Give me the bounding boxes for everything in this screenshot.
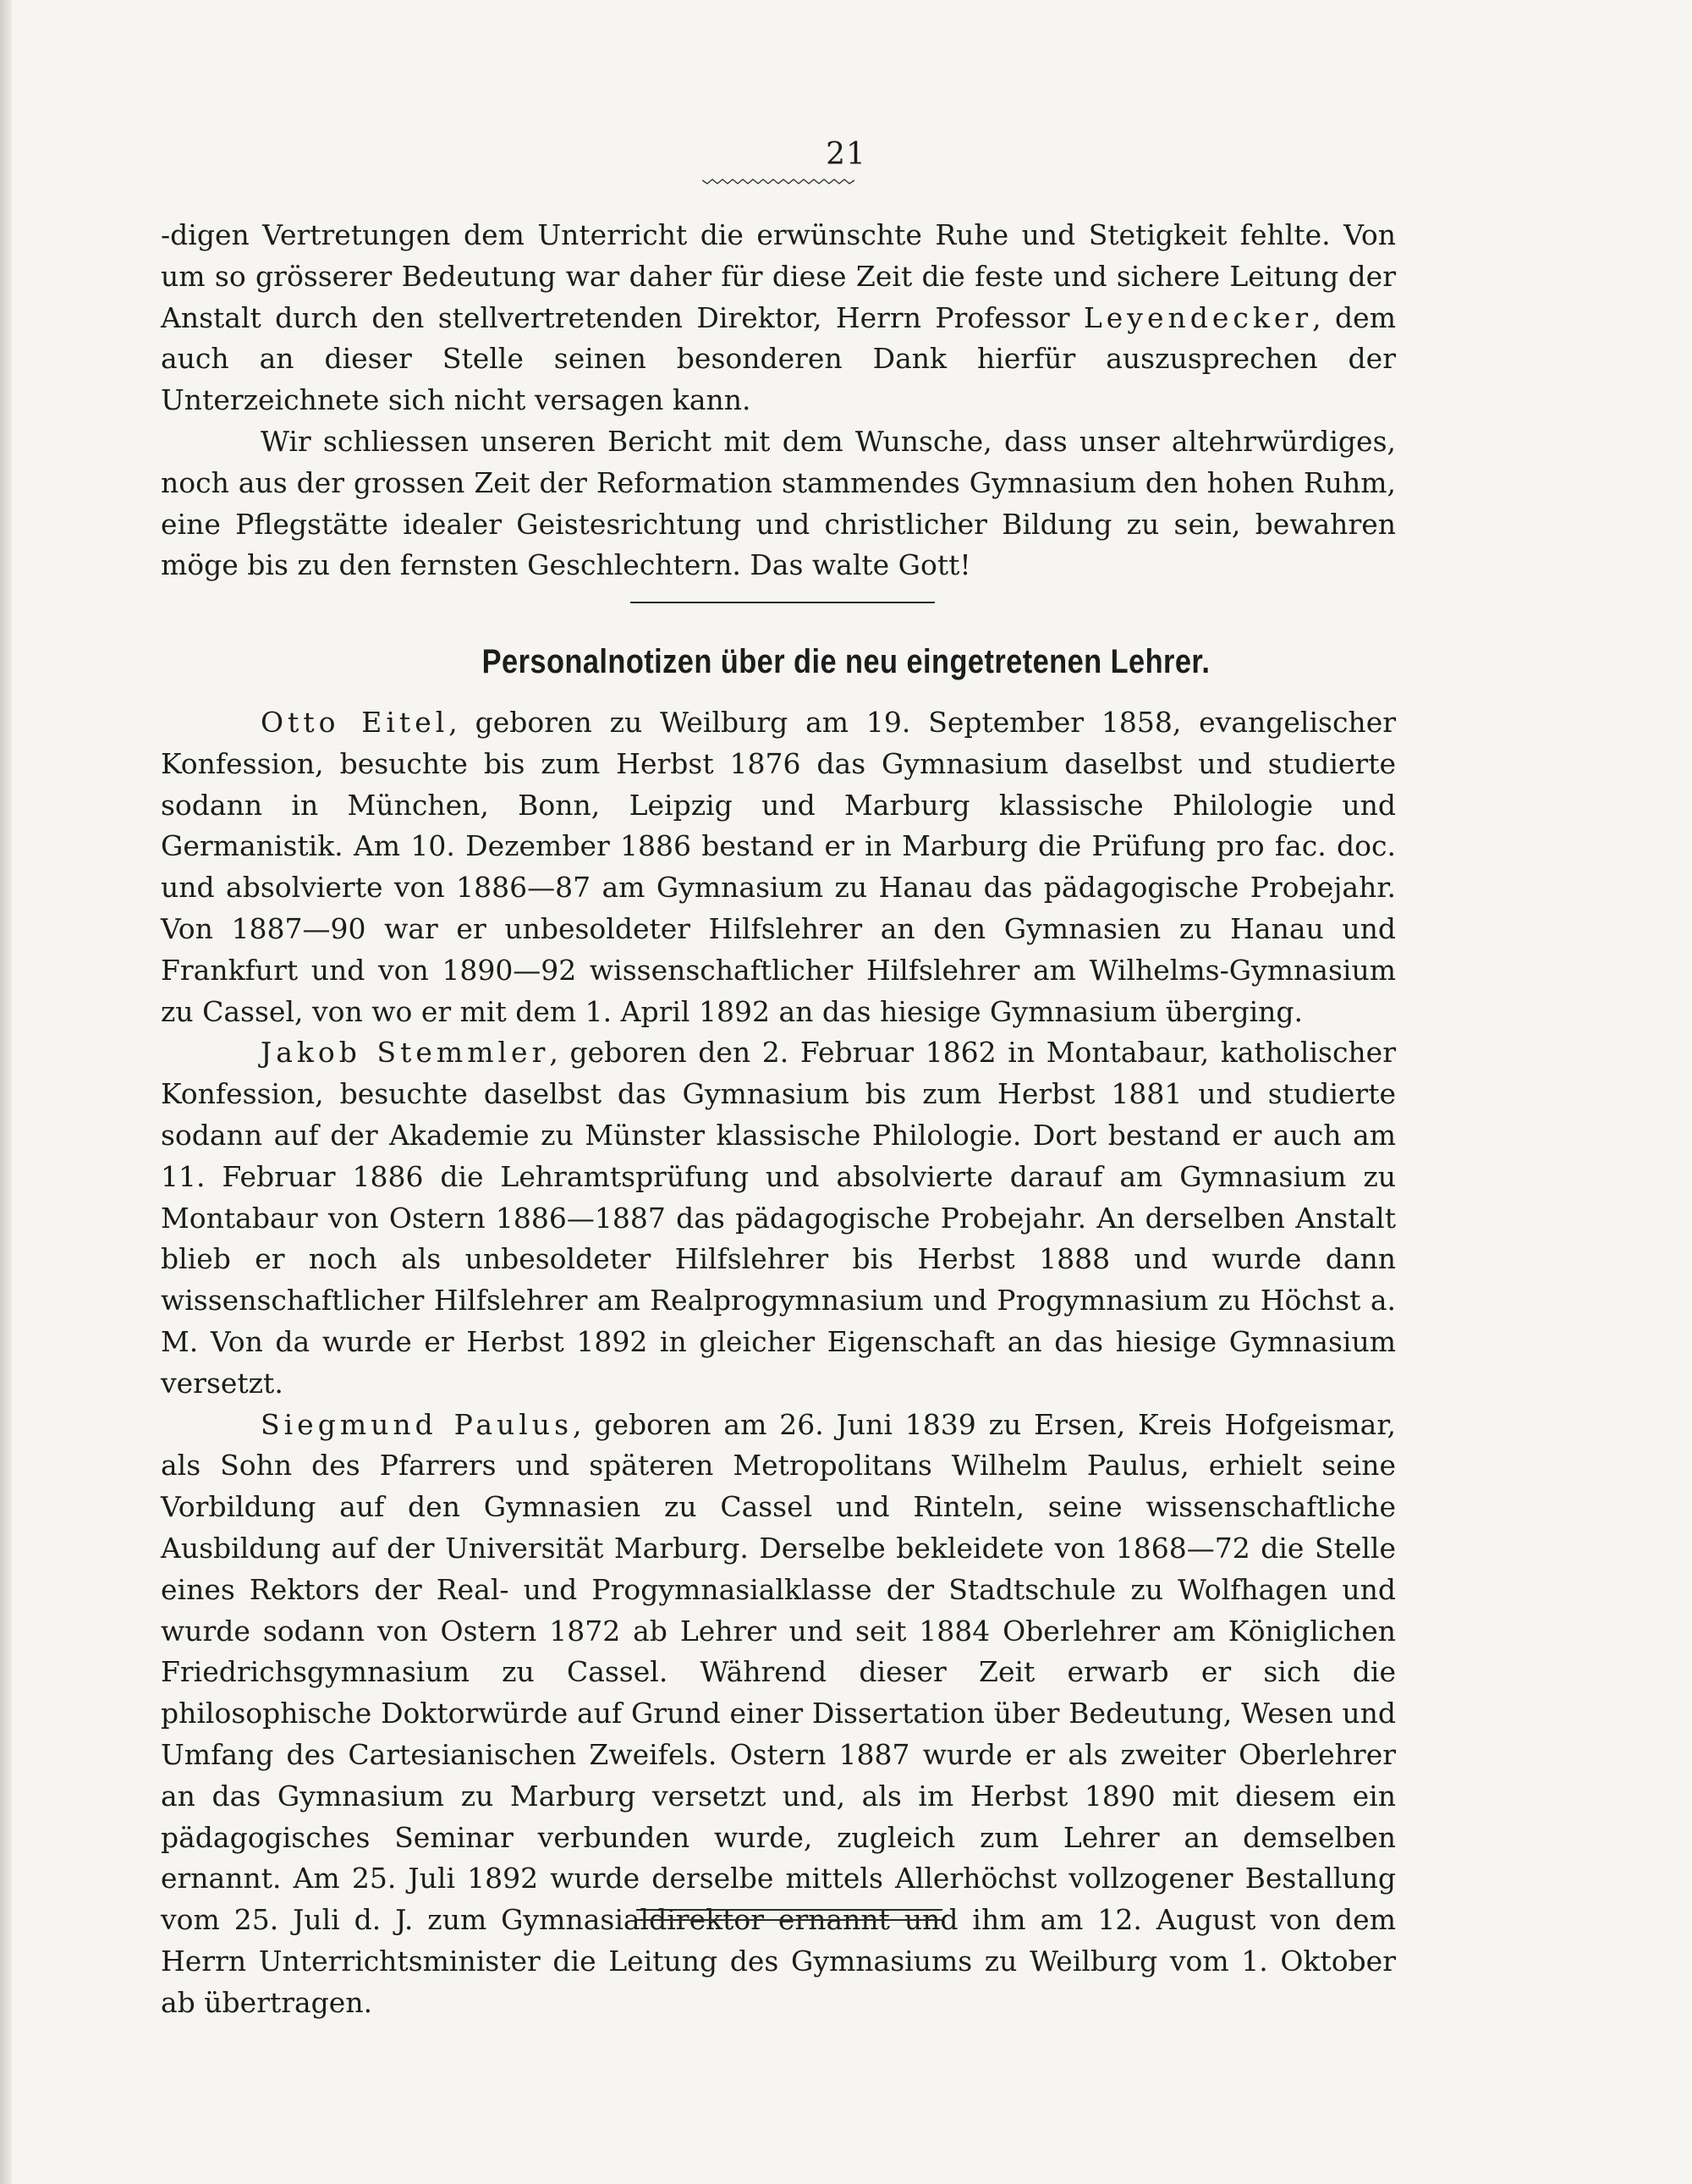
page-edge [0, 0, 12, 2184]
intro-paragraph-1 [161, 215, 1396, 421]
closing-double-rule [636, 1909, 942, 1921]
section-divider [630, 602, 935, 603]
entry-stemmler-name: Jakob Stemmler [261, 1036, 550, 1070]
intro-paragraph-2: Wir schliessen unseren Bericht mit dem Wunsche, dass unser altehrwürdiges, noch aus der grossen Zeit der Reformation stammendes Gymnasium den hohen Ruhm, eine Pflegstätte idealer Geistesrichtung und christlicher Bildung zu sein, bewahren möge bis zu den fernsten Geschlechtern. Das walte Gott! [161, 424, 1396, 582]
intro-paragraph-1-end: , dem auch an dieser Stelle seinen besonderen Dank hierfür auszusprechen der Unterzeichnete sich nicht versagen kann. [161, 300, 1396, 417]
entry-eitel-name: Otto Eitel [261, 706, 449, 739]
intro-text [161, 215, 1396, 586]
section-heading: Personalnotizen über die neu eingetretenen Lehrer. [481, 643, 1211, 680]
entry-eitel-text: , geboren zu Weilburg am 19. September 1858, evangelischer Konfession, besuchte bis zum Herbst 1876 das Gymnasium daselbst und studierte sodann in München, Bonn, Leipzig und Marburg klassische Philologie und Germanistik. Am 10. Dezember 1886 bestand er in Marburg die Prüfung pro fac. doc. und absolvierte von 1886—87 am Gymnasium zu Hanau das pädagogische Probejahr. Von 1887—90 war er unbesoldeter Hilfslehrer an den Gymnasien zu Hanau und Frankfurt und von 1890—92 wissenschaftlicher Hilfslehrer am Wilhelms-Gymnasium zu Cassel, von wo er mit dem 1. April 1892 an das hiesige Gymnasium überging. [161, 706, 1396, 1028]
personal-notes [161, 702, 1396, 2024]
entry-paulus-name: Siegmund Paulus [261, 1407, 573, 1441]
page-number: 21 [826, 137, 866, 172]
entry-stemmler-text: , geboren den 2. Februar 1862 in Montabaur, katholischer Konfession, besuchte daselbst das Gymnasium bis zum Herbst 1881 und studierte sodann auf der Akademie zu Münster klassische Philologie. Dort bestand er auch am 11. Februar 1886 die Lehramtsprüfung und absolvierte darauf am Gymnasium zu Montabaur von Ostern 1886—1887 das pädagogische Probejahr. An derselben Anstalt blieb er noch als unbesoldeter Hilfslehrer bis Herbst 1888 und wurde dann wissenschaftlicher Hilfslehrer am Realprogymnasium und Progymnasium zu Höchst a. M. Von da wurde er Herbst 1892 in gleicher Eigenschaft an das hiesige Gymnasium versetzt. [161, 1036, 1396, 1400]
leyendecker-name: Leyendecker [1083, 300, 1313, 334]
entry-paulus [161, 1405, 1396, 2024]
entry-paulus-text: , geboren am 26. Juni 1839 zu Ersen, Kreis Hofgeismar, als Sohn des Pfarrers und späteren Metropolitans Wilhelm Paulus, erhielt seine Vorbildung auf den Gymnasien zu Cassel und Rinteln, seine wissenschaftliche Ausbildung auf der Universität Marburg. Derselbe bekleidete von 1868—72 die Stelle eines Rektors der Real- und Progymnasialklasse der Stadtschule zu Wolfhagen und wurde sodann von Ostern 1872 ab Lehrer und seit 1884 Oberlehrer am Königlichen Friedrichsgymnasium zu Cassel. Während dieser Zeit erwarb er sich die philosophische Doktorwürde auf Grund einer Dissertation über Bedeutung, Wesen und Umfang des Cartesianischen Zweifels. Ostern 1887 wurde er als zweiter Oberlehrer an das Gymnasium zu Marburg versetzt und, als im Herbst 1890 mit diesem ein pädagogisches Seminar verbunden wurde, zugleich zum Lehrer an demselben ernannt. Am 25. Juli 1892 wurde derselbe mittels Allerhöchst vollzogener Bestallung vom 25. Juli d. J. zum Gymnasialdirektor ernannt und ihm am 12. August von dem Herrn Unterrichtsminister die Leitung des Gymnasiums zu Weilburg vom 1. Oktober ab übertragen. [161, 1407, 1396, 2019]
entry-stemmler [161, 1032, 1396, 1404]
page-number-ornament [702, 177, 854, 185]
intro-paragraph-1-text: -digen Vertretungen dem Unterricht die erwünschte Ruhe und Stetigkeit fehlte. Von um so grösserer Bedeutung war daher für diese Zeit die feste und sichere Leitung der Anstalt durch den stellvertretenden Direktor, Herrn Professor [161, 218, 1396, 334]
entry-eitel [161, 702, 1396, 1032]
